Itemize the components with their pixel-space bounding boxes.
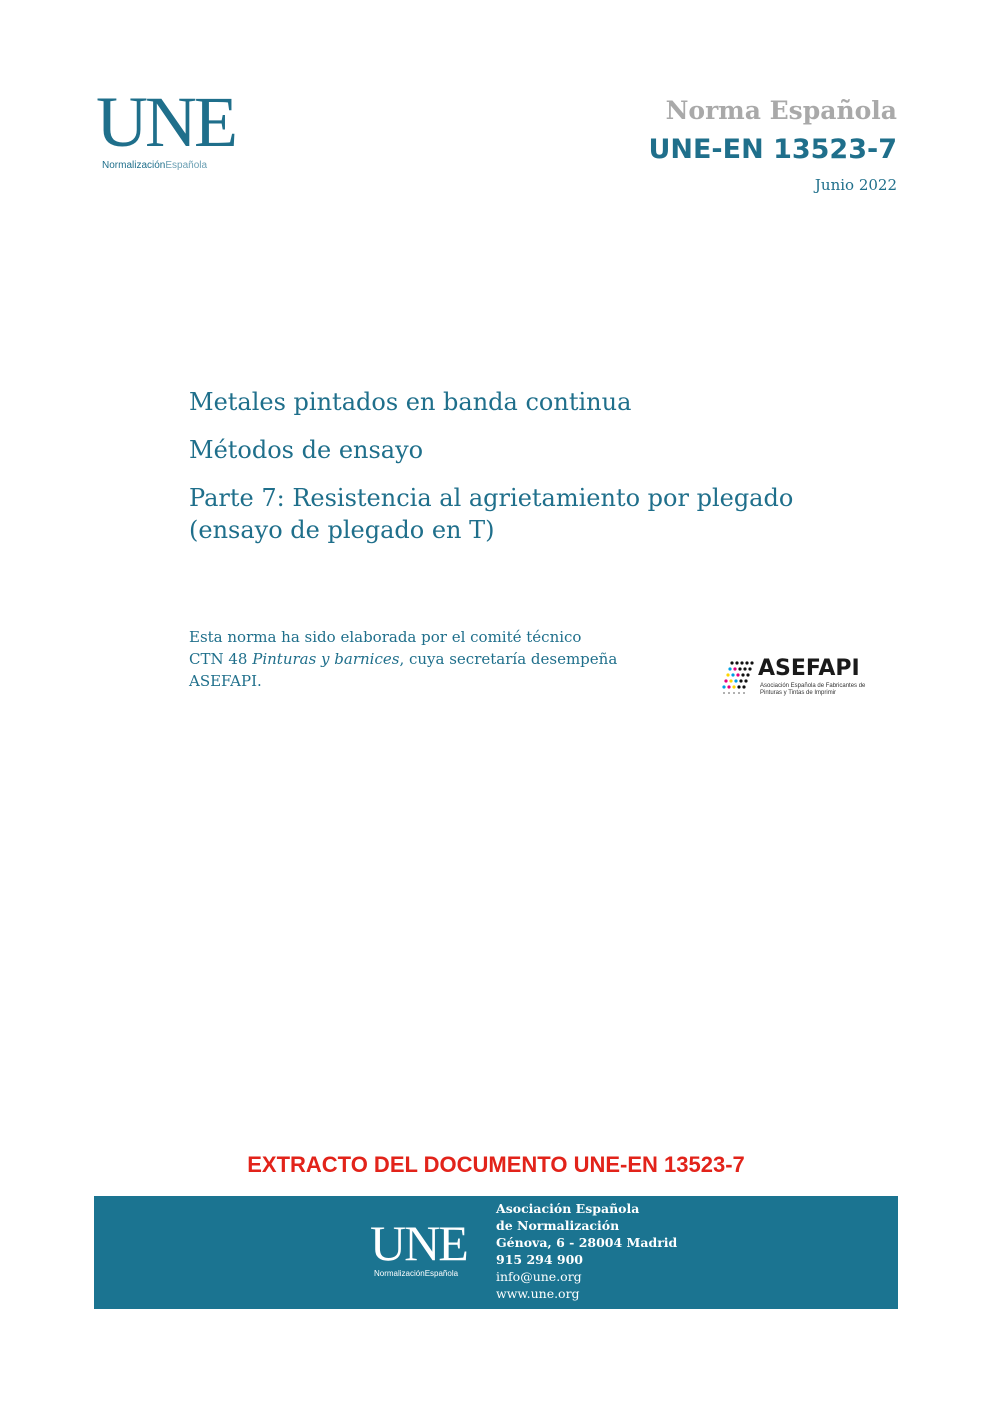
title-line-3a: Parte 7: Resistencia al agrietamiento por plegado [189,484,794,512]
asefapi-dots-icon [722,660,758,696]
asefapi-name: ASEFAPI [758,656,860,681]
footer-org-line-1: Asociación Española [496,1201,640,1216]
committee-line-3: ASEFAPI. [189,672,262,690]
footer-logo-subtitle-b: Española [424,1269,459,1278]
footer-logo-subtitle-a: Normalización [374,1269,425,1278]
footer-une-logo [370,1215,480,1288]
footer-banner [94,1196,898,1309]
publication-date: Junio 2022 [814,176,897,194]
committee-ctn-name: Pinturas y barnices [252,650,400,668]
une-logo-subtitle-a: Normalización [102,160,166,171]
committee-ctn: CTN 48 [189,650,253,668]
asefapi-logo [718,656,878,702]
standard-code: UNE-EN 13523-7 [648,134,897,165]
une-logo [96,82,246,176]
footer-org-line-2: de Normalización [496,1218,620,1233]
footer-logo-letters: UNE [370,1215,467,1271]
extract-notice: EXTRACTO DEL DOCUMENTO UNE-EN 13523-7 [247,1152,745,1177]
une-logo-subtitle [102,160,207,171]
committee-line-2-rest: , cuya secretaría desempeña [399,650,618,668]
footer-phone: 915 294 900 [496,1252,583,1267]
footer-logo-subtitle [374,1269,458,1278]
footer-email[interactable]: info@une.org [496,1269,582,1284]
une-logo-subtitle-b: Española [165,160,208,171]
committee-line-1: Esta norma ha sido elaborada por el comité técnico [189,628,582,646]
title-line-2: Métodos de ensayo [189,436,424,464]
title-line-3b: (ensayo de plegado en T) [189,516,495,544]
asefapi-subtitle: Asociación Española de Fabricantes de Pinturas y Tintas de Imprimir [760,683,866,696]
footer-address: Génova, 6 - 28004 Madrid [496,1235,678,1250]
document-title [189,386,889,546]
document-header [648,96,897,194]
committee-line-2 [189,648,689,670]
une-logo-letters: UNE [96,82,235,162]
committee-statement [189,626,689,692]
footer-web[interactable]: www.une.org [496,1286,580,1301]
norma-label: Norma Española [665,96,897,125]
footer-contact [496,1200,677,1302]
title-line-1: Metales pintados en banda continua [189,388,632,416]
